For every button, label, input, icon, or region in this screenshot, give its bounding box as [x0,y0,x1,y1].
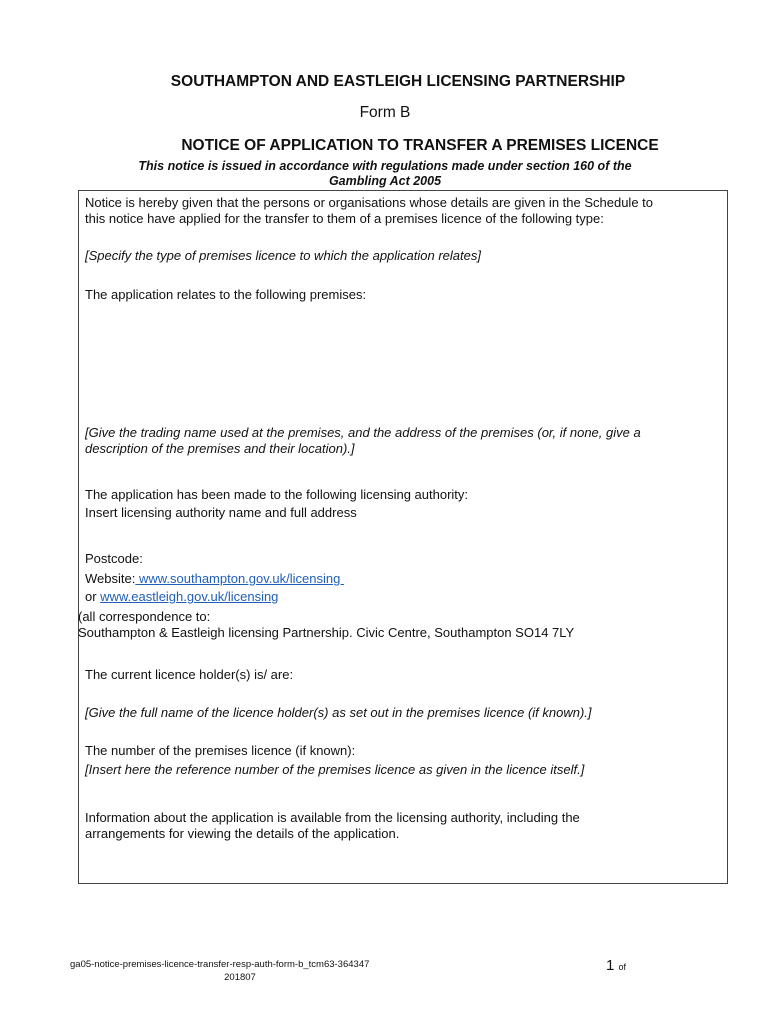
notice-title: NOTICE OF APPLICATION TO TRANSFER A PREMISES LICENCE [181,137,659,154]
notice-subtitle [90,159,680,189]
licence-number-hint: [Insert here the reference number of the premises licence as given in the licence itself.] [85,762,585,777]
premises-hint-line-1: [Give the trading name used at the premises, and the address of the premises (or, if none, give a [85,425,641,440]
premises-hint [85,425,641,457]
holder-label: The current licence holder(s) is/ are: [85,667,294,682]
website-label: Website: [85,571,136,586]
eastleigh-licensing-link[interactable]: www.eastleigh.gov.uk/licensing [100,589,279,604]
subtitle-line-1: This notice is issued in accordance with regulations made under section 160 of the [138,159,632,173]
info-text [85,810,580,842]
authority-label: The application has been made to the following licensing authority: [85,487,469,502]
holder-hint: [Give the full name of the licence holder(s) as set out in the premises licence (if known).] [85,705,592,720]
footer-doc-date: 201807 [224,972,256,983]
authority-hint: Insert licensing authority name and full address [85,505,357,520]
footer-doc-ref: ga05-notice-premises-licence-transfer-resp-auth-form-b_tcm63-364347 [70,959,370,970]
intro-line-1: Notice is hereby given that the persons or organisations whose details are given in the Schedule to [85,195,654,210]
form-label: Form B [359,104,411,121]
website-row [85,571,344,587]
postcode-label: Postcode: [85,551,143,566]
licence-number-label: The number of the premises licence (if known): [85,743,356,758]
correspondence-line-2: Southampton & Eastleigh licensing Partnership. Civic Centre, Southampton SO14 7LY [78,625,575,640]
subtitle-line-2: Gambling Act 2005 [328,174,442,188]
info-line-1: Information about the application is available from the licensing authority, including the [85,810,580,825]
info-line-2: arrangements for viewing the details of the application. [85,826,400,841]
correspondence-line-1: (all correspondence to: [78,609,211,624]
website-row-2 [85,589,278,605]
organisation-heading: SOUTHAMPTON AND EASTLEIGH LICENSING PARTNERSHIP [170,73,626,90]
page-indicator [606,957,626,974]
southampton-licensing-link[interactable]: www.southampton.gov.uk/licensing [135,571,344,586]
intro-text [85,195,653,227]
licence-type-hint: [Specify the type of premises licence to which the application relates] [85,248,481,263]
correspondence-text [78,609,574,641]
premises-hint-line-2: description of the premises and their location).] [85,441,355,456]
page-number: 1 [606,957,615,974]
intro-line-2: this notice have applied for the transfer to them of a premises licence of the following type: [85,211,604,226]
or-label: or [85,589,101,604]
premises-label: The application relates to the following premises: [85,287,367,302]
footer-document-reference [70,958,410,984]
page-of: of [618,962,627,972]
